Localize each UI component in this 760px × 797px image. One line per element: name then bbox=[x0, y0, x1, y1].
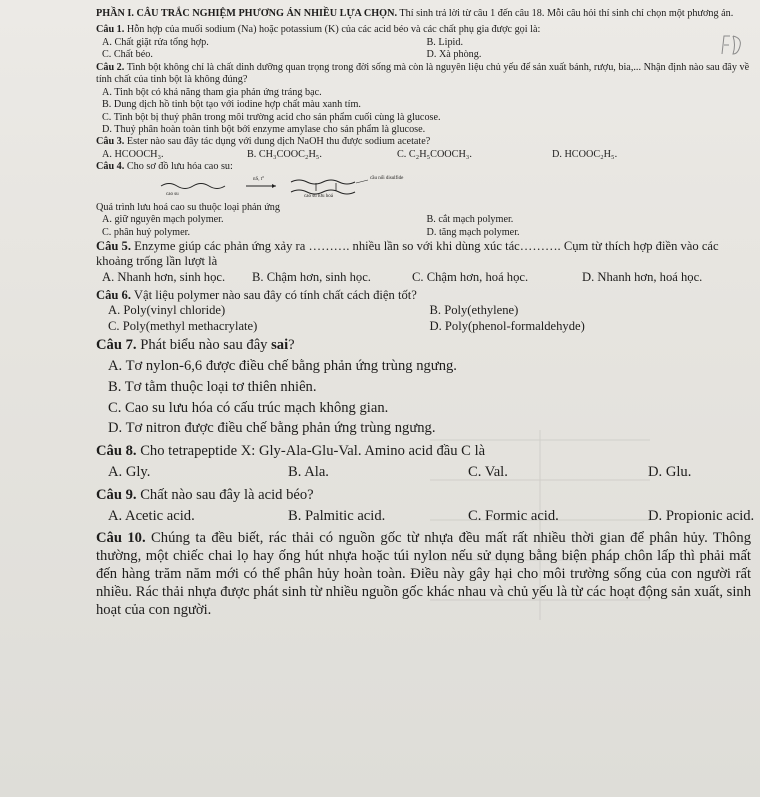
option-d: D. Xà phòng. bbox=[426, 49, 482, 61]
option-c: C. phân huỷ polymer. bbox=[102, 226, 191, 238]
question-label: Câu 7. bbox=[96, 337, 137, 354]
diagram-bridge-label: cầu nối disulfide bbox=[370, 175, 404, 181]
option-c: C. Poly(methyl methacrylate) bbox=[108, 318, 258, 333]
question-text: Ester nào sau đây tác dụng với dung dịch NaOH thu được sodium acetate? bbox=[126, 136, 431, 148]
option-a: A. Acetic acid. bbox=[108, 507, 195, 524]
part-header bbox=[96, 8, 751, 20]
diagram-arrow-label: nS, t° bbox=[253, 176, 265, 182]
question-label: Câu 2. bbox=[96, 61, 125, 73]
option-d: D. Poly(phenol-formaldehyde) bbox=[429, 318, 585, 333]
exam-page bbox=[96, 8, 755, 619]
q6-options-row1 bbox=[96, 303, 751, 318]
question-text: Enzyme giúp các phản ứng xảy ra ………. nhiều lần so với khi dùng xúc tác………. Cụm từ thích hợp điền vào các khoảng trống lần lượt là bbox=[96, 239, 719, 269]
diagram-left-label: cao su bbox=[166, 191, 179, 197]
q1-options-row1 bbox=[96, 37, 751, 49]
question-text: Phát biểu nào sau đây bbox=[140, 337, 272, 354]
question-label: Câu 10. bbox=[96, 530, 146, 547]
option-c: C. Chất béo. bbox=[102, 49, 153, 61]
pen-mark-icon bbox=[718, 30, 748, 60]
question-text: Chúng ta đều biết, rác thải có nguồn gốc từ nhựa đều mất rất nhiều thời gian để phân hủy. Thông thường, một chiếc chai lọ hay ống hút nhựa hoặc túi nylon nếu sử dụng bằng biện pháp chôn lấp thì phải mất đến hàng trăm năm mới có thể phân hủy hoàn toàn. Điều này gây hại cho môi trường sống của con người rất nhiều. Rác thải nhựa được phát sinh từ nhiều nguồn gốc khác nhau và chủ yếu là từ các hoạt động sản xuất, sinh hoạt của con người. bbox=[96, 530, 752, 618]
question-label: Câu 3. bbox=[96, 136, 125, 148]
vulcanization-diagram bbox=[156, 176, 751, 200]
q5-options bbox=[96, 270, 751, 285]
option-c: C. C₂H₅COOCH₃. bbox=[397, 148, 472, 160]
part-title: PHẦN I. CÂU TRẮC NGHIỆM PHƯƠNG ÁN NHIỀU LỰA CHỌN. bbox=[96, 8, 398, 19]
option-c: C. Formic acid. bbox=[468, 507, 559, 524]
option-b: B. cắt mạch polymer. bbox=[426, 214, 514, 226]
q4-options-row2 bbox=[96, 227, 751, 239]
question-8 bbox=[96, 443, 751, 461]
question-label: Câu 1. bbox=[96, 24, 125, 36]
question-text-end: ? bbox=[288, 337, 295, 354]
question-text: Chất nào sau đây là acid béo? bbox=[140, 486, 314, 503]
option-b: B. Ala. bbox=[288, 463, 329, 480]
question-2 bbox=[96, 62, 751, 87]
option-c: C. Val. bbox=[468, 463, 508, 480]
question-text: Cho sơ đồ lưu hóa cao su: bbox=[126, 161, 233, 173]
question-9 bbox=[96, 487, 751, 505]
question-6 bbox=[96, 288, 751, 303]
question-5 bbox=[96, 239, 751, 270]
option-a: A. Tinh bột có khả năng tham gia phản ứng tráng bạc. bbox=[102, 86, 322, 98]
question-10 bbox=[96, 530, 751, 619]
option-d: D. Nhanh hơn, hoá học. bbox=[582, 269, 703, 284]
question-label: Câu 8. bbox=[96, 443, 137, 460]
option-c: C. Cao su lưu hóa có cấu trúc mạch không gian. bbox=[108, 399, 389, 416]
option-d: D. Propionic acid. bbox=[648, 507, 755, 524]
question-1 bbox=[96, 24, 751, 36]
question-label: Câu 4. bbox=[96, 161, 125, 173]
question-text: Vật liệu polymer nào sau đây có tính chất cách điện tốt? bbox=[133, 288, 417, 303]
q9-options bbox=[96, 507, 755, 526]
option-a: A. Chất giặt rửa tổng hợp. bbox=[102, 36, 209, 48]
option-b: B. Lipid. bbox=[426, 36, 464, 48]
option-d: D. Thuỷ phân hoàn toàn tinh bột bởi enzyme amylase cho sản phẩm là glucose. bbox=[102, 123, 426, 135]
question-label: Câu 6. bbox=[96, 288, 131, 303]
option-d: D. Glu. bbox=[648, 463, 692, 480]
question-label: Câu 5. bbox=[96, 239, 131, 253]
question-label: Câu 9. bbox=[96, 486, 137, 503]
q3-options bbox=[96, 149, 751, 161]
option-a: A. Nhanh hơn, sinh học. bbox=[102, 269, 226, 284]
q8-options bbox=[96, 464, 751, 482]
option-b: B. CH₃COOC₂H₅. bbox=[247, 148, 322, 160]
question-text: Hỗn hợp của muối sodium (Na) hoặc potassium (K) của các acid béo và các chất phụ gia được gọi là: bbox=[126, 24, 541, 36]
option-c: C. Chậm hơn, hoá học. bbox=[412, 269, 529, 284]
diagram-right-label: cao su lưu hoá bbox=[304, 193, 333, 199]
option-b: B. Poly(ethylene) bbox=[429, 303, 519, 318]
part-instruction: Thí sinh trả lời từ câu 1 đến câu 18. Mỗi câu hỏi thí sinh chỉ chọn một phương án. bbox=[399, 8, 734, 19]
option-a: A. Tơ nylon-6,6 được điều chế bằng phản ứng trùng ngưng. bbox=[108, 357, 457, 374]
q1-options-row2 bbox=[96, 49, 751, 61]
question-text: Cho tetrapeptide X: Gly-Ala-Glu-Val. Amino acid đầu C là bbox=[140, 443, 486, 460]
option-d: D. Tơ nitron được điều chế bằng phản ứng trùng ngưng. bbox=[108, 420, 436, 437]
option-b: B. Dung dịch hồ tinh bột tạo với iodine hợp chất màu xanh tím. bbox=[102, 99, 361, 111]
option-a: A. Gly. bbox=[108, 463, 151, 480]
option-b: B. Tơ tằm thuộc loại tơ thiên nhiên. bbox=[108, 378, 317, 395]
q6-options-row2 bbox=[96, 319, 751, 334]
option-a: A. HCOOCH₃. bbox=[102, 148, 164, 160]
question-7 bbox=[96, 337, 751, 355]
option-d: D. HCOOC₂H₅. bbox=[552, 148, 618, 160]
option-c: C. Tinh bột bị thuỷ phân trong môi trường acid cho sản phẩm cuối cùng là glucose. bbox=[102, 111, 441, 123]
option-a: A. Poly(vinyl chloride) bbox=[108, 303, 226, 318]
option-d: D. tăng mạch polymer. bbox=[426, 226, 520, 238]
question-4 bbox=[96, 161, 751, 173]
option-a: A. giữ nguyên mạch polymer. bbox=[102, 214, 224, 226]
question-3 bbox=[96, 136, 751, 148]
question-keyword: sai bbox=[271, 337, 289, 354]
q4-options-row1 bbox=[96, 214, 751, 226]
option-b: B. Chậm hơn, sinh học. bbox=[252, 269, 371, 284]
question-4-stem: Quá trình lưu hoá cao su thuộc loại phản ứng bbox=[96, 201, 280, 213]
option-b: B. Palmitic acid. bbox=[288, 507, 386, 524]
question-text: Tinh bột không chỉ là chất dinh dưỡng quan trọng trong đời sống mà còn là nguyên liệu chủ yếu để sản xuất bánh, rượu, bia,... Nhận định nào sau đây về tính chất của tinh bột là không đúng? bbox=[96, 61, 750, 86]
